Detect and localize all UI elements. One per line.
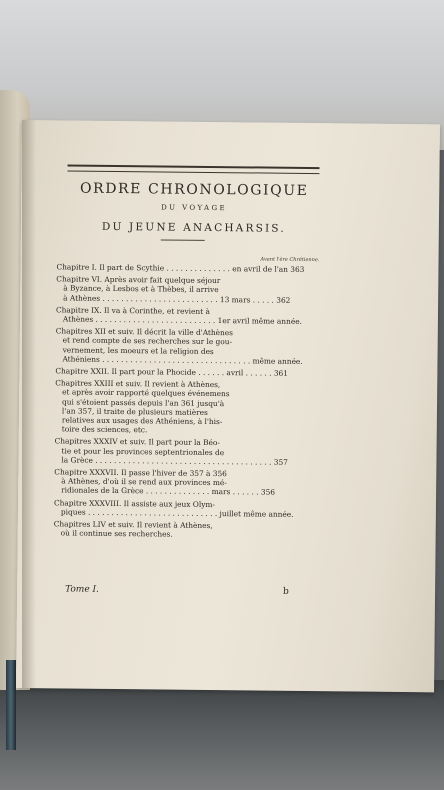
page-subtitle: DU VOYAGE — [161, 203, 228, 213]
volume-label: Tome I. — [65, 584, 100, 595]
entry-line: et rend compte de ses recherches sur le gou- — [62, 335, 233, 347]
entry-line: Chapitres LIV et suiv. Il revient à Athènes, — [53, 519, 213, 531]
entry-line: Chapitre I. Il part de Scythie . . . . . . . . . . . . . . en avril de l'an 363 — [56, 262, 305, 274]
book-page — [16, 120, 440, 692]
entry-line: Chapitres XXIII et suiv. Il revient à Athènes, — [55, 378, 221, 390]
entry-line: Chapitre XXII. Il part pour la Phocide . . . . . . avril . . . . . . 361 — [55, 366, 289, 378]
entry-line: la Grèce . . . . . . . . . . . . . . . . . . . . . . . . . . . . . . . . . . . . . . 357 — [61, 455, 288, 467]
binding-shadow — [22, 120, 36, 688]
page-title: ORDRE CHRONOLOGIQUE — [79, 180, 309, 200]
chronology-entry — [55, 366, 337, 378]
background-table — [0, 680, 444, 790]
bookmark-ribbon — [6, 660, 16, 750]
entry-line: Chapitre IX. Il va à Corinthe, et revient à — [55, 305, 210, 316]
entry-line: qui s'étoient passés depuis l'an 361 jusqu'à — [62, 397, 225, 408]
entry-line: Chapitre XXXVIII. Il assiste aux jeux Olym- — [53, 498, 215, 509]
signature-mark: b — [283, 586, 289, 597]
entry-line: Chapitres XII et suiv. Il décrit la ville d'Athènes — [55, 326, 234, 338]
title-divider — [161, 239, 205, 240]
entry-line: ridionales de la Grèce . . . . . . . . . . . . . . mars . . . . . . 356 — [61, 485, 276, 498]
entry-line: Athènes . . . . . . . . . . . . . . . . . . . . . . . . . . 1er avril même année. — [62, 314, 302, 326]
chronology-entry — [55, 327, 337, 367]
chronology-entry — [56, 305, 338, 326]
entry-line: vernement, les moeurs et la religion des — [62, 345, 214, 356]
era-label: Avant l'ère Chrétienne. — [260, 256, 320, 264]
chronology-entry — [55, 379, 338, 437]
chronology-entry — [56, 262, 338, 274]
entry-line: et après avoir rapporté quelques événemens — [62, 387, 230, 399]
header-rule — [68, 164, 320, 169]
entry-line: toire des sciences, etc. — [61, 424, 148, 435]
page-subtitle-2: DU JEUNE ANACHARSIS. — [101, 220, 286, 235]
header-rule-thin — [67, 170, 319, 174]
chronology-entry — [54, 437, 336, 468]
entry-line: Chapitres XXXIV et suiv. Il part pour la Béo- — [54, 436, 220, 448]
chronology-list — [54, 262, 339, 543]
entry-line: où il continue ses recherches. — [60, 528, 173, 539]
entry-line: Chapitre XXXVII. Il passe l'hiver de 357 à 356 — [54, 467, 227, 479]
entry-line: à Athènes, d'où il se rend aux provinces mé- — [61, 476, 227, 488]
entry-line: à Byzance, à Lesbos et à Thèbes, il arrive — [63, 283, 219, 295]
chronology-entry — [54, 519, 336, 540]
entry-line: piques . . . . . . . . . . . . . . . . . . . . . . . . . . . . juillet même année. — [60, 507, 294, 519]
entry-line: l'an 357, il traite de plusieurs matières — [61, 406, 208, 417]
chronology-entry — [54, 467, 336, 498]
entry-line: tie et pour les provinces septentrionales de — [61, 446, 225, 457]
entry-line: relatives aux usages des Athéniens, à l'his- — [61, 415, 223, 427]
chronology-entry — [54, 498, 336, 519]
entry-line: à Athènes . . . . . . . . . . . . . . . . . . . . . . . . . 13 mars . . . . . 362 — [63, 293, 291, 305]
entry-line: Athéniens . . . . . . . . . . . . . . . . . . . . . . . . . . . . . . . . même année. — [62, 354, 303, 366]
entry-line: Chapitre VI. Après avoir fait quelque séjour — [56, 274, 221, 286]
chronology-entry — [56, 275, 338, 306]
